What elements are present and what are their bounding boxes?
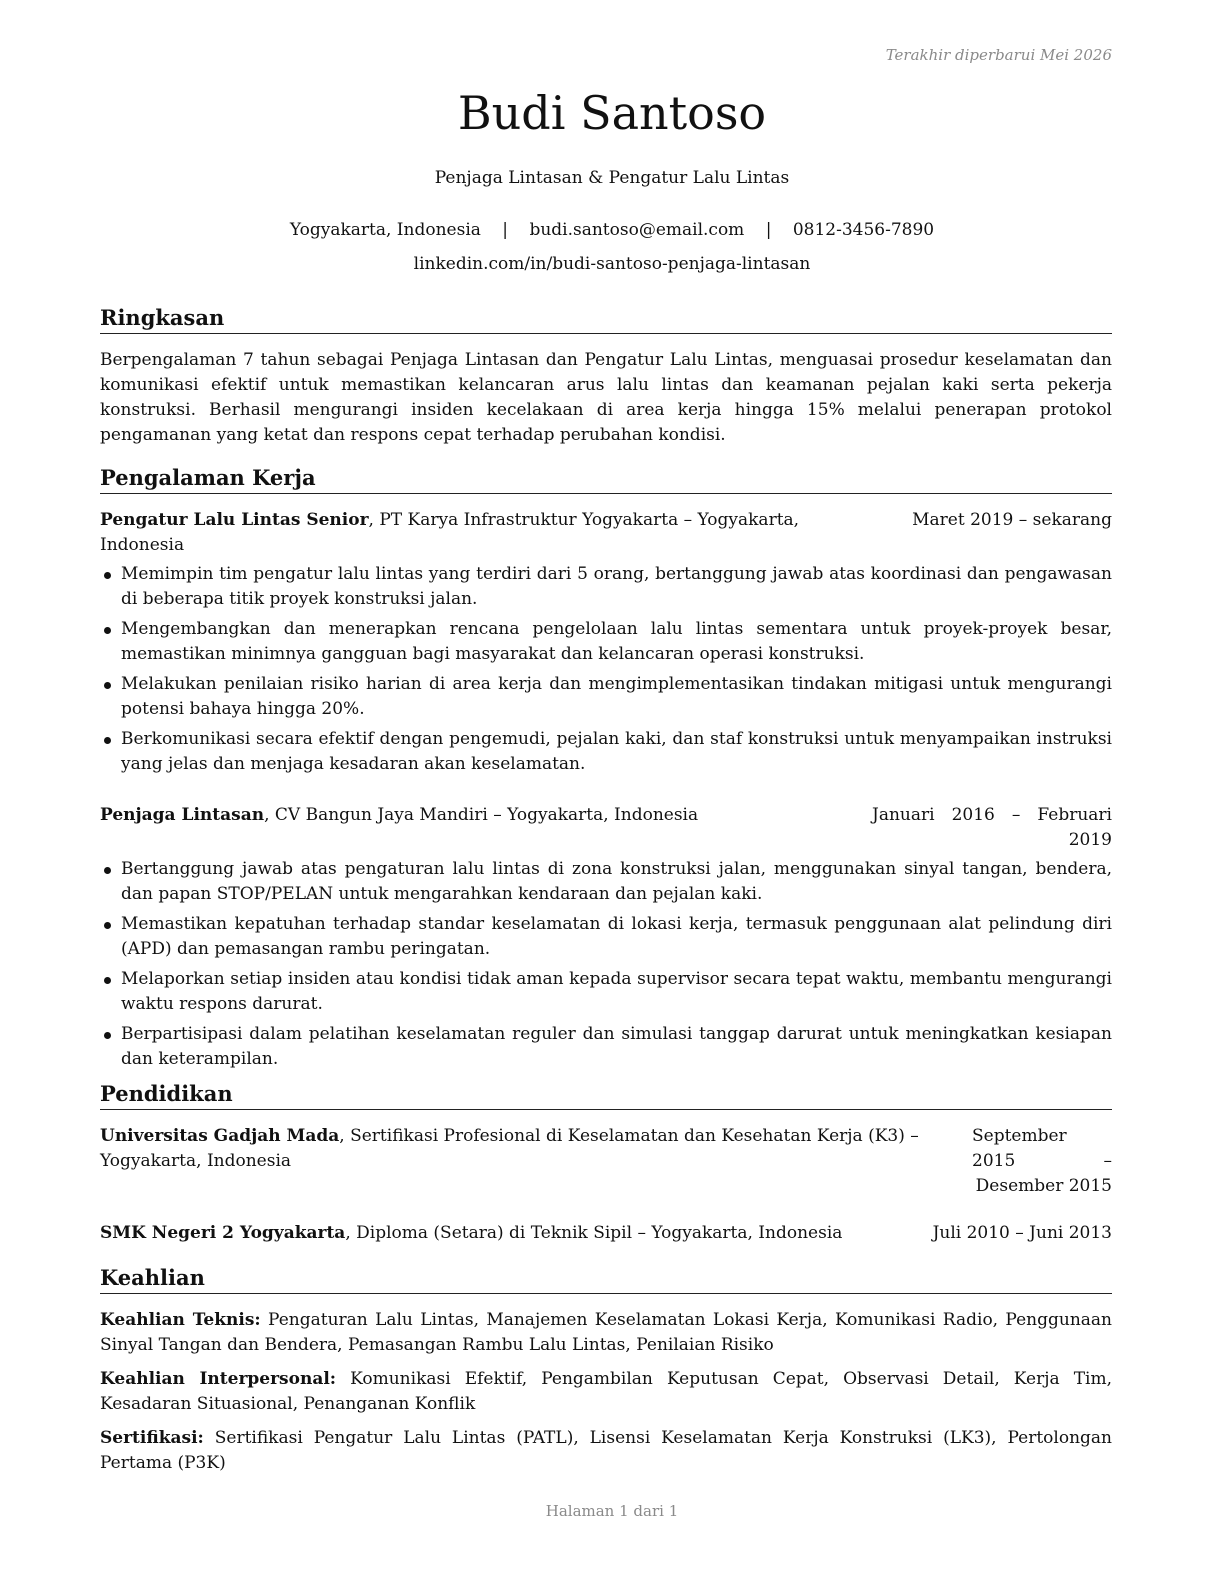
bullet-item: Memastikan kepatuhan terhadap standar keselamatan di lokasi kerja, termasuk penggunaan alat pelindung diri (APD) dan pemasangan rambu peringatan. xyxy=(100,912,1112,962)
skill-group xyxy=(100,1367,1112,1417)
skill-list: Pengaturan Lalu Lintas, Manajemen Keselamatan Lokasi Kerja, Komunikasi Radio, Penggunaan Sinyal Tangan dan Bendera, Pemasangan Rambu Lalu Lintas, Penilaian Risiko xyxy=(100,1310,1112,1355)
education-entry xyxy=(100,1124,1112,1199)
person-name: Budi Santoso xyxy=(457,86,767,140)
job-org: , PT Karya Infrastruktur Yogyakarta – Yogyakarta, Indonesia xyxy=(100,510,800,555)
job-org: , CV Bangun Jaya Mandiri – Yogyakarta, Indonesia xyxy=(264,805,699,825)
skill-label: Sertifikasi: xyxy=(100,1428,204,1448)
job-title-line xyxy=(100,803,698,853)
job-entry xyxy=(100,803,1112,1072)
education-line xyxy=(100,1221,909,1246)
job-header xyxy=(100,803,1112,853)
section-title-skills: Keahlian xyxy=(100,1264,1112,1294)
education-detail: , Sertifikasi Profesional di Keselamatan dan Kesehatan Kerja (K3) – Yogyakarta, Indonesia xyxy=(100,1126,919,1171)
job-entry xyxy=(100,508,1112,777)
job-bullets xyxy=(100,857,1112,1072)
bullet-item: Melakukan penilaian risiko harian di area kerja dan mengimplementasikan tindakan mitigasi untuk mengurangi potensi bahaya hingga 20%. xyxy=(100,672,1112,722)
job-role: Pengatur Lalu Lintas Senior xyxy=(100,510,369,530)
education-dates: September 2015 – Desember 2015 xyxy=(972,1126,1112,1196)
bullet-item: Mengembangkan dan menerapkan rencana pengelolaan lalu lintas sementara untuk proyek-proyek besar, memastikan minimnya gangguan bagi masyarakat dan kelancaran operasi konstruksi. xyxy=(100,617,1112,667)
section-title-summary: Ringkasan xyxy=(100,304,1112,334)
skill-group xyxy=(100,1308,1112,1358)
job-role: Penjaga Lintasan xyxy=(100,805,265,825)
separator: | xyxy=(502,220,509,240)
page-number: Halaman 1 dari 1 xyxy=(545,1502,679,1520)
contact-line xyxy=(0,220,1224,240)
skill-label: Keahlian Teknis: xyxy=(100,1310,261,1330)
job-bullets xyxy=(100,562,1112,777)
job-dates: Maret 2019 – sekarang xyxy=(912,510,1112,530)
spacer xyxy=(100,785,1112,803)
section-title-education: Pendidikan xyxy=(100,1080,1112,1110)
headline: Penjaga Lintasan & Pengatur Lalu Lintas xyxy=(434,168,790,188)
skill-list: Sertifikasi Pengatur Lalu Lintas (PATL), Lisensi Keselamatan Kerja Konstruksi (LK3), Pertolongan Pertama (P3K) xyxy=(100,1428,1112,1473)
school-name: Universitas Gadjah Mada xyxy=(100,1126,340,1146)
bullet-item: Melaporkan setiap insiden atau kondisi tidak aman kepada supervisor secara tepat waktu, membantu mengurangi waktu respons darurat. xyxy=(100,967,1112,1017)
education-dates: Juli 2010 – Juni 2013 xyxy=(932,1223,1112,1243)
linkedin-link[interactable]: linkedin.com/in/budi-santoso-penjaga-lintasan xyxy=(413,254,811,274)
phone: 0812-3456-7890 xyxy=(792,220,935,240)
separator: | xyxy=(765,220,772,240)
bullet-item: Berpartisipasi dalam pelatihan keselamatan reguler dan simulasi tanggap darurat untuk meningkatkan kesiapan dan keterampilan. xyxy=(100,1022,1112,1072)
education-entry xyxy=(100,1221,1112,1246)
job-dates: Januari 2016 – Februari 2019 xyxy=(872,805,1112,850)
section-title-experience: Pengalaman Kerja xyxy=(100,464,1112,494)
resume-body xyxy=(100,304,1112,1485)
last-updated: Terakhir diperbarui Mei 2026 xyxy=(885,46,1112,64)
skill-label: Keahlian Interpersonal: xyxy=(100,1369,337,1389)
education-detail: , Diploma (Setara) di Teknik Sipil – Yogyakarta, Indonesia xyxy=(345,1223,843,1243)
skill-group xyxy=(100,1426,1112,1476)
location: Yogyakarta, Indonesia xyxy=(289,220,481,240)
skill-list: Komunikasi Efektif, Pengambilan Keputusan Cepat, Observasi Detail, Kerja Tim, Kesadaran Situasional, Penanganan Konflik xyxy=(100,1369,1112,1414)
education-line xyxy=(100,1124,948,1199)
summary-text: Berpengalaman 7 tahun sebagai Penjaga Lintasan dan Pengatur Lalu Lintas, menguasai prosedur keselamatan dan komunikasi efektif untuk memastikan kelancaran arus lalu lintas dan keamanan pejalan kaki serta pekerja konstruksi. Berhasil mengurangi insiden kecelakaan di area kerja hingga 15% melalui penerapan protokol pengamanan yang ketat dan respons cepat terhadap perubahan kondisi. xyxy=(100,350,1112,445)
job-header xyxy=(100,508,1112,558)
job-title-line xyxy=(100,508,888,558)
email[interactable]: budi.santoso@email.com xyxy=(529,220,745,240)
bullet-item: Memimpin tim pengatur lalu lintas yang terdiri dari 5 orang, bertanggung jawab atas koordinasi dan pengawasan di beberapa titik proyek konstruksi jalan. xyxy=(100,562,1112,612)
bullet-item: Berkomunikasi secara efektif dengan pengemudi, pejalan kaki, dan staf konstruksi untuk menyampaikan instruksi yang jelas dan menjaga kesadaran akan keselamatan. xyxy=(100,727,1112,777)
bullet-item: Bertanggung jawab atas pengaturan lalu lintas di zona konstruksi jalan, menggunakan sinyal tangan, bendera, dan papan STOP/PELAN untuk mengarahkan kendaraan dan pejalan kaki. xyxy=(100,857,1112,907)
school-name: SMK Negeri 2 Yogyakarta xyxy=(100,1223,346,1243)
